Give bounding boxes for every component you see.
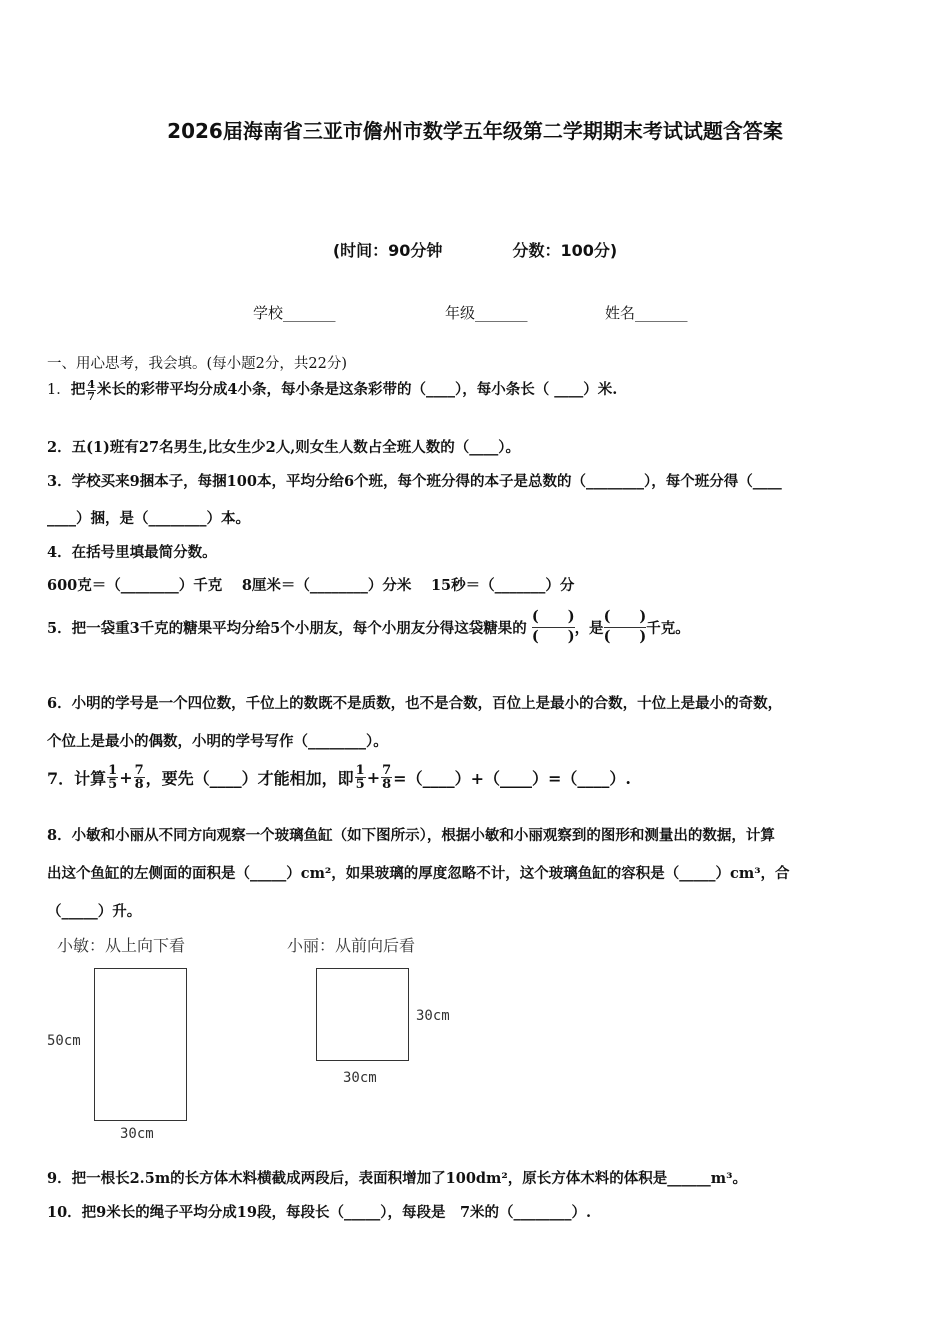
question-4-line-1: 4．在括号里填最简分数。 [47,544,217,561]
q7-text-a: 7．计算 [47,769,107,788]
q7-f4-num: 7 [382,763,392,778]
q5-text-b: ，是 [574,619,604,637]
q1-frac-num: 4 [87,377,95,391]
q5-text-c: 千克。 [646,619,690,637]
q7-plus: + [119,768,133,787]
question-8-line-2: 出这个鱼缸的左侧面的面积是（_____）cm²，如果玻璃的厚度忽略不计，这个玻璃鱼缸的容积是（_____）cm³，合 [47,865,790,882]
question-10: 10．把9米长的绳子平均分成19段，每段长（_____），每段是 7米的（________）. [47,1204,592,1221]
question-5 [47,608,690,647]
page-title: 2026届海南省三亚市儋州市数学五年级第二学期期末考试试题含答案 [167,119,783,143]
right-width-label: 30cm [343,1070,377,1086]
front-view-square [316,968,409,1061]
q7-f3-num: 1 [355,763,365,778]
q7-f2-den: 8 [134,777,144,792]
q7-text-b: ，要先（____）才能相加，即 [145,769,354,788]
q1-frac-den: 7 [87,389,95,403]
q1-number: 1． [47,382,71,398]
q7-f1-num: 1 [108,763,118,778]
right-view-caption: 小丽：从前向后看 [287,936,416,955]
left-height-label: 50cm [47,1033,81,1049]
q5-blank-fraction[interactable] [532,608,575,647]
q7-f1-den: 5 [108,777,118,792]
q5-blank2-den: ( ) [603,627,647,645]
question-4-line-2: 600克＝（________）千克 8厘米＝（________）分米 15秒＝（_______）分 [47,577,575,594]
question-3-line-1: 3．学校买来9捆本子，每捆100本，平均分给6个班，每个班分得的本子是总数的（________），每个班分得（____ [47,473,782,490]
exam-time: (时间：90分钟 [332,241,443,260]
question-2: 2．五(1)班有27名男生,比女生少2人,则女生人数占全班人数的（____）。 [47,439,521,456]
q1-fraction [86,379,96,402]
name-field[interactable]: 姓名_______ [605,304,688,322]
q7-f3-den: 5 [355,777,365,792]
question-1 [47,378,617,402]
q7-fraction-4 [381,764,392,791]
right-height-label: 30cm [416,1008,450,1024]
question-6-line-2: 个位上是最小的偶数，小明的学号写作（________）。 [47,733,388,750]
question-7 [47,764,631,791]
exam-info [0,238,950,261]
q7-fraction-3 [355,764,366,791]
q5-blank-num: ( ) [532,608,575,628]
q5-blank2-num: ( ) [604,608,647,628]
exam-score: 分数：100分) [512,241,618,260]
q5-blank-den: ( ) [531,627,575,645]
grade-field[interactable]: 年级_______ [445,304,528,322]
q5-blank-fraction-2[interactable] [604,608,647,647]
top-view-rectangle [94,968,187,1121]
q7-f2-num: 7 [134,763,144,778]
q1-text-b: 米长的彩带平均分成4小条，每小条是这条彩带的（____），每小条长（ ____）米. [96,381,618,398]
q1-text-a: 把 [70,381,86,398]
left-view-caption: 小敏：从上向下看 [57,936,186,955]
q7-fraction-2 [134,764,145,791]
q7-text-c: =（____）+（____）=（____）. [393,769,631,788]
question-9: 9．把一根长2.5m的长方体木料横截成两段后，表面积增加了100dm²，原长方体木料的体积是______m³。 [47,1170,747,1187]
section-heading: 一、用心思考，我会填。(每小题2分，共22分) [47,356,347,372]
q5-text-a: 5．把一袋重3千克的糖果平均分给5个小朋友，每个小朋友分得这袋糖果的 [47,619,527,637]
school-field[interactable]: 学校_______ [253,304,336,322]
q7-plus-2: + [366,768,381,787]
left-width-label: 30cm [120,1126,154,1142]
question-6-line-1: 6．小明的学号是一个四位数，千位上的数既不是质数，也不是合数，百位上是最小的合数，十位上是最小的奇数， [47,695,783,712]
question-8-line-3: （_____）升。 [47,903,142,920]
question-3-line-2: ____）捆，是（________）本。 [47,510,250,527]
q7-f4-den: 8 [382,777,392,792]
q7-fraction-1 [107,764,118,791]
question-8-line-1: 8．小敏和小丽从不同方向观察一个玻璃鱼缸（如下图所示），根据小敏和小丽观察到的图形和测量出的数据，计算 [47,827,775,844]
